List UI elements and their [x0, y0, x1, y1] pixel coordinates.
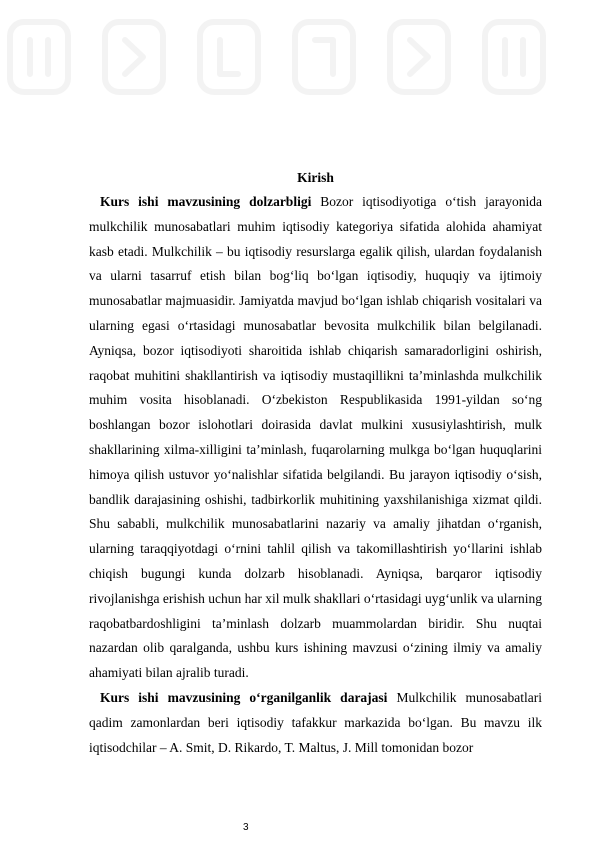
section-title: Kirish — [297, 170, 334, 185]
paragraph-lead-relevance: Kurs ishi mavzusining dolzarbligi — [100, 194, 312, 209]
paragraph-study-level — [89, 686, 542, 760]
paragraph-lead-study-level: Kurs ishi mavzusining o‘rganilganlik darajasi — [100, 689, 388, 705]
paragraph-body-relevance: Bozor iqtisodiyotiga o‘tish jarayonida mulkchilik munosabatlari muhim iqtisodiy kategoriya sifatida alohida ahamiyat kasb etadi. Mulkchilik – bu iqtisodiy resurslarga egalik qilish, ulardan foydalanish va ularni tasarruf etish bilan bog‘liq bo‘lgan iqtisodiy, huquqiy va ijtimoiy munosabatlar majmuasidir. Jamiyatda mavjud bo‘lgan ishlab chiqarish vositalari va ularning egasi o‘rtasidagi munosabatlar bevosita mulkchilik bilan belgilanadi. Ayniqsa, bozor iqtisodiyoti sharoitida ishlab chiqarish samaradorligini oshirish, raqobat muhitini shakllantirish va iqtisodiy mustaqillikni ta’minlashda mulkchilik muhim vosita hisoblanadi. O‘zbekiston Respublikasida 1991-yildan so‘ng boshlangan bozor islohotlari doirasida davlat mulkini xususiylashtirish, mulk shakllarining xilma-xilligini ta’minlash, fuqarolarning mulkga bo‘lgan huquqlarini himoya qilish ustuvor yo‘nalishlar sifatida belgilandi. Bu jarayon iqtisodiy o‘sish, bandlik darajasining oshishi, tadbirkorlik muhitining yaxshilanishiga xizmat qildi. Shu sababli, mulkchilik munosabatlarini nazariy va amaliy jihatdan o‘rganish, ularning taraqqiyotdagi o‘rnini tahlil qilish va takomillashtirish yo‘llarini ishlab chiqish bugungi kunda dolzarb hisoblanadi. Ayniqsa, barqaror iqtisodiy rivojlanishga erishish uchun har xil mulk shakllari o‘rtasidagi uyg‘unlik va ularning raqobatbardoshligini ta’minlash dolzarb muammolardan biridir. Shu nuqtai nazardan olib qaralganda, ushbu kurs ishining mavzusi o‘zining ilmiy va amaliy ahamiyati bilan ajralib turadi. — [89, 194, 542, 681]
page-number: 3 — [243, 822, 249, 833]
paragraph-relevance — [89, 190, 542, 686]
paragraph-body-study-level: Mulkchilik munosabatlari qadim zamonlardan beri iqtisodiy tafakkur markazida bo‘lgan. Bu mavzu ilk iqtisodchilar – A. Smit, D. Rikardo, T. Maltus, J. Mill tomonidan bozor — [89, 689, 542, 755]
document-page — [89, 166, 542, 760]
